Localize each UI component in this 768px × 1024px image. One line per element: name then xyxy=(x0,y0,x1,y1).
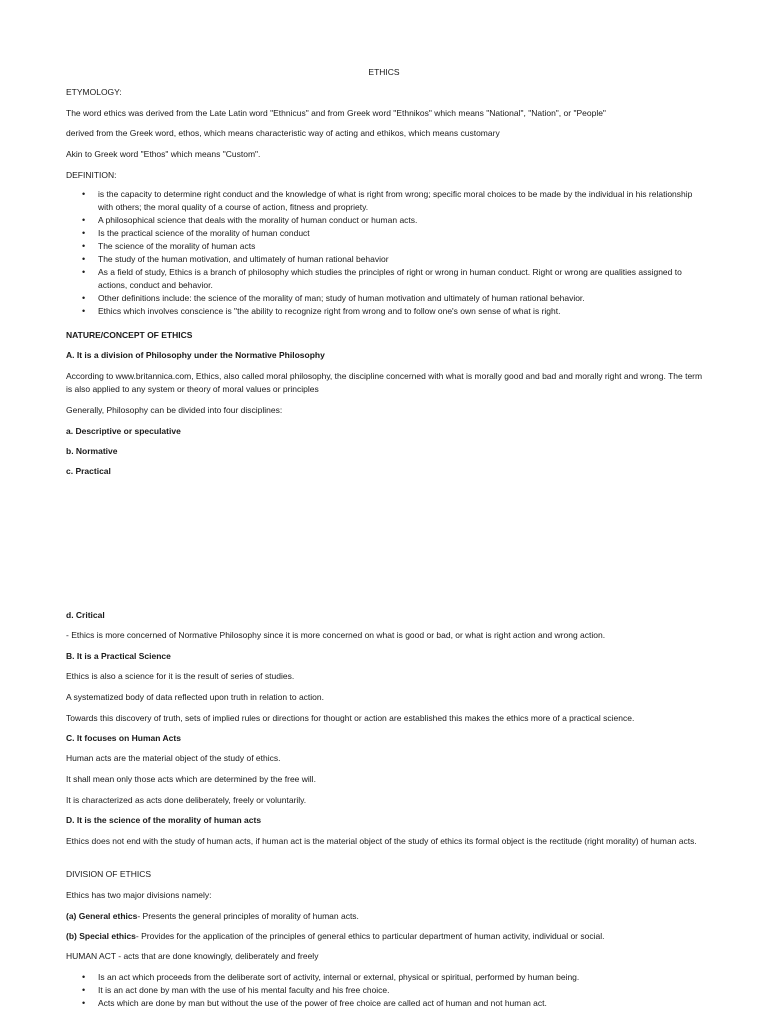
discipline-b: b. Normative xyxy=(66,446,118,456)
section-b-heading: B. It is a Practical Science xyxy=(66,651,171,661)
bullet-icon: • xyxy=(82,972,86,982)
bullet-icon: • xyxy=(82,985,86,995)
etymology-paragraph-2: derived from the Greek word, ethos, which means characteristic way of acting and ethikos, which means customary xyxy=(66,128,500,138)
bullet-icon: • xyxy=(82,241,86,251)
list-item: • Is an act which proceeds from the deliberate sort of activity, internal or external, physical or spiritual, performed by human being. xyxy=(82,972,580,982)
general-ethics-label: (a) General ethics xyxy=(66,911,138,921)
list-item: • A philosophical science that deals with the morality of human conduct or human acts. xyxy=(82,215,418,225)
bullet-icon: • xyxy=(82,254,86,264)
division-paragraph-1: Ethics has two major divisions namely: xyxy=(66,890,212,900)
bullet-icon: • xyxy=(82,267,86,277)
etymology-paragraph-1: The word ethics was derived from the Late Latin word "Ethnicus" and from Greek word "Ethnikos" which means "National", "Nation", or "People" xyxy=(66,108,606,118)
bullet-icon: • xyxy=(82,228,86,238)
human-act-list xyxy=(66,971,706,1010)
list-item: • Ethics which involves conscience is "the ability to recognize right from wrong and to follow one's own sense of what is right. xyxy=(82,306,561,316)
general-ethics-text: - Presents the general principles of morality of human acts. xyxy=(137,911,359,921)
division-heading: DIVISION OF ETHICS xyxy=(66,869,152,879)
nature-heading: NATURE/CONCEPT OF ETHICS xyxy=(66,330,193,340)
list-item: • The science of the morality of human acts xyxy=(82,241,256,251)
section-b-paragraph-3: Towards this discovery of truth, sets of implied rules or directions for thought or action are established this makes the ethics more of a practical science. xyxy=(66,713,635,723)
section-a-paragraph-1: According to www.britannica.com, Ethics, also called moral philosophy, the discipline concerned with what is morally good and bad and morally right and wrong. The term is also applied to any system or theory of moral values or principles xyxy=(66,371,703,394)
section-a-paragraph-3: - Ethics is more concerned of Normative Philosophy since it is more concerned on what is good or bad, or what is right action and wrong action. xyxy=(66,630,606,640)
bullet-icon: • xyxy=(82,189,86,199)
section-c-heading: C. It focuses on Human Acts xyxy=(66,733,181,743)
section-d-paragraph-1: Ethics does not end with the study of human acts, if human act is the material object of the study of ethics its formal object is the rectitude (right morality) of human acts. xyxy=(66,836,697,846)
special-ethics-line xyxy=(66,930,706,943)
list-item: • As a field of study, Ethics is a branch of philosophy which studies the principles of right or wrong in human conduct. Right or wrong are qualities assigned to actions, conduct and behavior. xyxy=(82,267,682,290)
list-item: • Other definitions include: the science of the morality of man; study of human motivation and ultimately of human rational behavior. xyxy=(82,293,585,303)
general-ethics-line xyxy=(66,910,706,923)
bullet-icon: • xyxy=(82,293,86,303)
list-item: • The study of the human motivation, and ultimately of human rational behavior xyxy=(82,254,389,264)
special-ethics-text: - Provides for the application of the principles of general ethics to particular department of human activity, individual or social. xyxy=(135,931,605,941)
section-c-paragraph-2: It shall mean only those acts which are determined by the free will. xyxy=(66,774,316,784)
etymology-heading: ETYMOLOGY: xyxy=(66,87,122,97)
document-title: ETHICS xyxy=(368,67,400,77)
section-b-paragraph-1: Ethics is also a science for it is the result of series of studies. xyxy=(66,671,295,681)
list-item: • is the capacity to determine right conduct and the knowledge of what is right from wrong; specific moral choices to be made by the individual in his relationship with others; the moral quality of a course of action, fitness and propriety. xyxy=(82,189,693,212)
section-a-paragraph-2: Generally, Philosophy can be divided into four disciplines: xyxy=(66,405,283,415)
discipline-d: d. Critical xyxy=(66,610,105,620)
special-ethics-label: (b) Special ethics xyxy=(66,931,136,941)
definition-list xyxy=(66,188,706,318)
bullet-icon: • xyxy=(82,998,86,1008)
etymology-paragraph-3: Akin to Greek word "Ethos" which means "Custom". xyxy=(66,149,261,159)
section-c-paragraph-3: It is characterized as acts done deliberately, freely or voluntarily. xyxy=(66,795,307,805)
bullet-icon: • xyxy=(82,215,86,225)
discipline-c: c. Practical xyxy=(66,466,111,476)
list-item: • Acts which are done by man but without the use of the power of free choice are called act of human and not human act. xyxy=(82,998,547,1008)
definition-heading: DEFINITION: xyxy=(66,170,117,180)
bullet-icon: • xyxy=(82,306,86,316)
list-item: • Is the practical science of the morality of human conduct xyxy=(82,228,310,238)
human-act-definition: HUMAN ACT - acts that are done knowingly, deliberately and freely xyxy=(66,951,319,961)
section-c-paragraph-1: Human acts are the material object of the study of ethics. xyxy=(66,753,281,763)
section-d-heading: D. It is the science of the morality of human acts xyxy=(66,815,262,825)
discipline-a: a. Descriptive or speculative xyxy=(66,426,181,436)
section-a-heading: A. It is a division of Philosophy under the Normative Philosophy xyxy=(66,350,325,360)
list-item: • It is an act done by man with the use of his mental faculty and his free choice. xyxy=(82,985,390,995)
section-b-paragraph-2: A systematized body of data reflected upon truth in relation to action. xyxy=(66,692,324,702)
